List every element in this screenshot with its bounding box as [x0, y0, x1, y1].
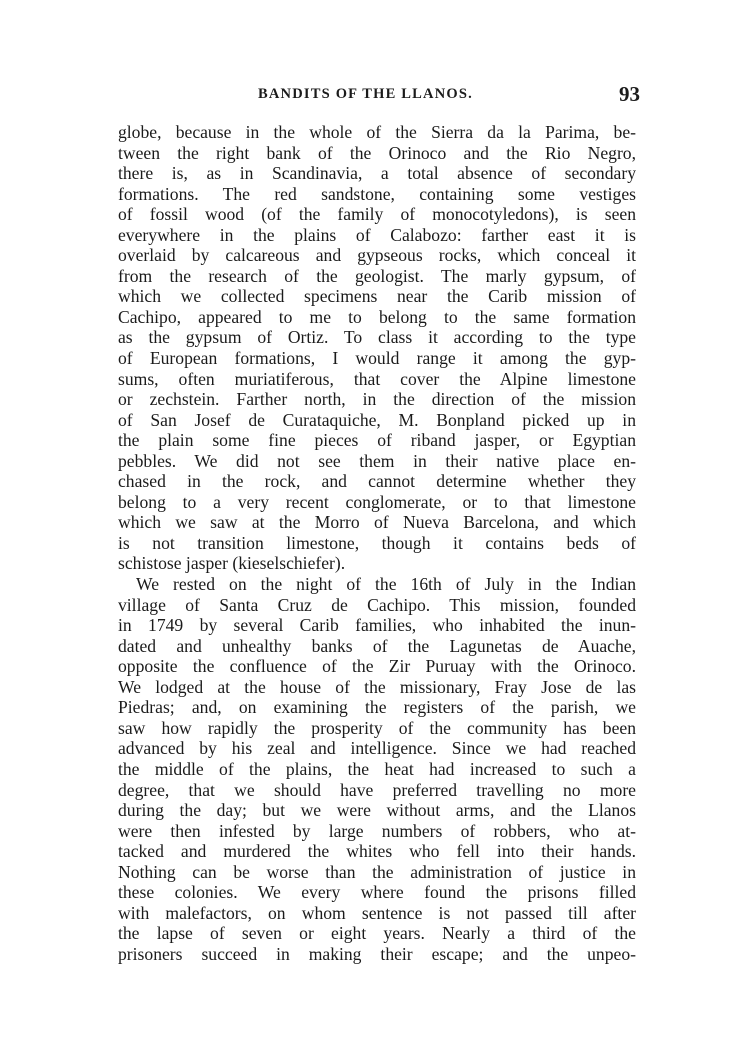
running-head [118, 82, 640, 112]
text-line: the lapse of seven or eight years. Nearly a third of the [118, 923, 636, 944]
text-line: overlaid by calcareous and gypseous rocks, which conceal it [118, 245, 636, 266]
running-title: BANDITS OF THE LLANOS. [258, 86, 473, 102]
text-line: Piedras; and, on examining the registers of the parish, we [118, 697, 636, 718]
text-line: of fossil wood (of the family of monocotyledons), is seen [118, 204, 636, 225]
text-line: degree, that we should have preferred travelling no more [118, 779, 636, 800]
text-line: with malefactors, on whom sentence is not passed till after [118, 902, 636, 923]
text-line: sums, often muriatiferous, that cover the Alpine limestone [118, 368, 636, 389]
text-line: saw how rapidly the prosperity of the community has been [118, 717, 636, 738]
text-line: pebbles. We did not see them in their native place en- [118, 450, 636, 471]
text-line: everywhere in the plains of Calabozo: farther east it is [118, 224, 636, 245]
text-line: village of Santa Cruz de Cachipo. This mission, founded [118, 594, 636, 615]
text-line: dated and unhealthy banks of the Lagunetas de Auache, [118, 635, 636, 656]
body-text [118, 122, 636, 964]
text-line: Nothing can be worse than the administration of justice in [118, 861, 636, 882]
paragraph-last-line: schistose jasper (kieselschiefer). [118, 553, 346, 574]
text-line: of San Josef de Curataquiche, M. Bonpland picked up in [118, 409, 636, 430]
paragraph-first-line: We rested on the night of the 16th of July in the Indian [136, 574, 636, 595]
text-line: tacked and murdered the whites who fell into their hands. [118, 841, 636, 862]
page-number: 93 [619, 82, 640, 106]
text-line: which we collected specimens near the Carib mission of [118, 286, 636, 307]
text-line: in 1749 by several Carib families, who inhabited the inun- [118, 615, 636, 636]
text-line: or zechstein. Farther north, in the direction of the mission [118, 389, 636, 410]
text-line: these colonies. We every where found the prisons filled [118, 882, 636, 903]
text-line: the middle of the plains, the heat had increased to such a [118, 758, 636, 779]
text-line: of European formations, I would range it among the gyp- [118, 348, 636, 369]
text-line: tween the right bank of the Orinoco and the Rio Negro, [118, 142, 636, 163]
text-line: advanced by his zeal and intelligence. Since we had reached [118, 738, 636, 759]
text-line: globe, because in the whole of the Sierra da la Parima, be- [118, 122, 636, 142]
text-line: during the day; but we were without arms, and the Llanos [118, 800, 636, 821]
text-line: chased in the rock, and cannot determine whether they [118, 471, 636, 492]
text-line: belong to a very recent conglomerate, or to that limestone [118, 491, 636, 512]
text-line: prisoners succeed in making their escape; and the unpeo- [118, 943, 636, 964]
text-line: from the research of the geologist. The marly gypsum, of [118, 265, 636, 286]
text-line: is not transition limestone, though it contains beds of [118, 532, 636, 553]
text-line: We lodged at the house of the missionary, Fray Jose de las [118, 676, 636, 697]
text-line: the plain some fine pieces of riband jasper, or Egyptian [118, 430, 636, 451]
text-line: as the gypsum of Ortiz. To class it according to the type [118, 327, 636, 348]
text-line: were then infested by large numbers of robbers, who at- [118, 820, 636, 841]
text-line: there is, as in Scandinavia, a total absence of secondary [118, 163, 636, 184]
text-line: formations. The red sandstone, containing some vestiges [118, 183, 636, 204]
text-line: which we saw at the Morro of Nueva Barcelona, and which [118, 512, 636, 533]
text-line: Cachipo, appeared to me to belong to the same formation [118, 306, 636, 327]
text-line: opposite the confluence of the Zir Puruay with the Orinoco. [118, 656, 636, 677]
